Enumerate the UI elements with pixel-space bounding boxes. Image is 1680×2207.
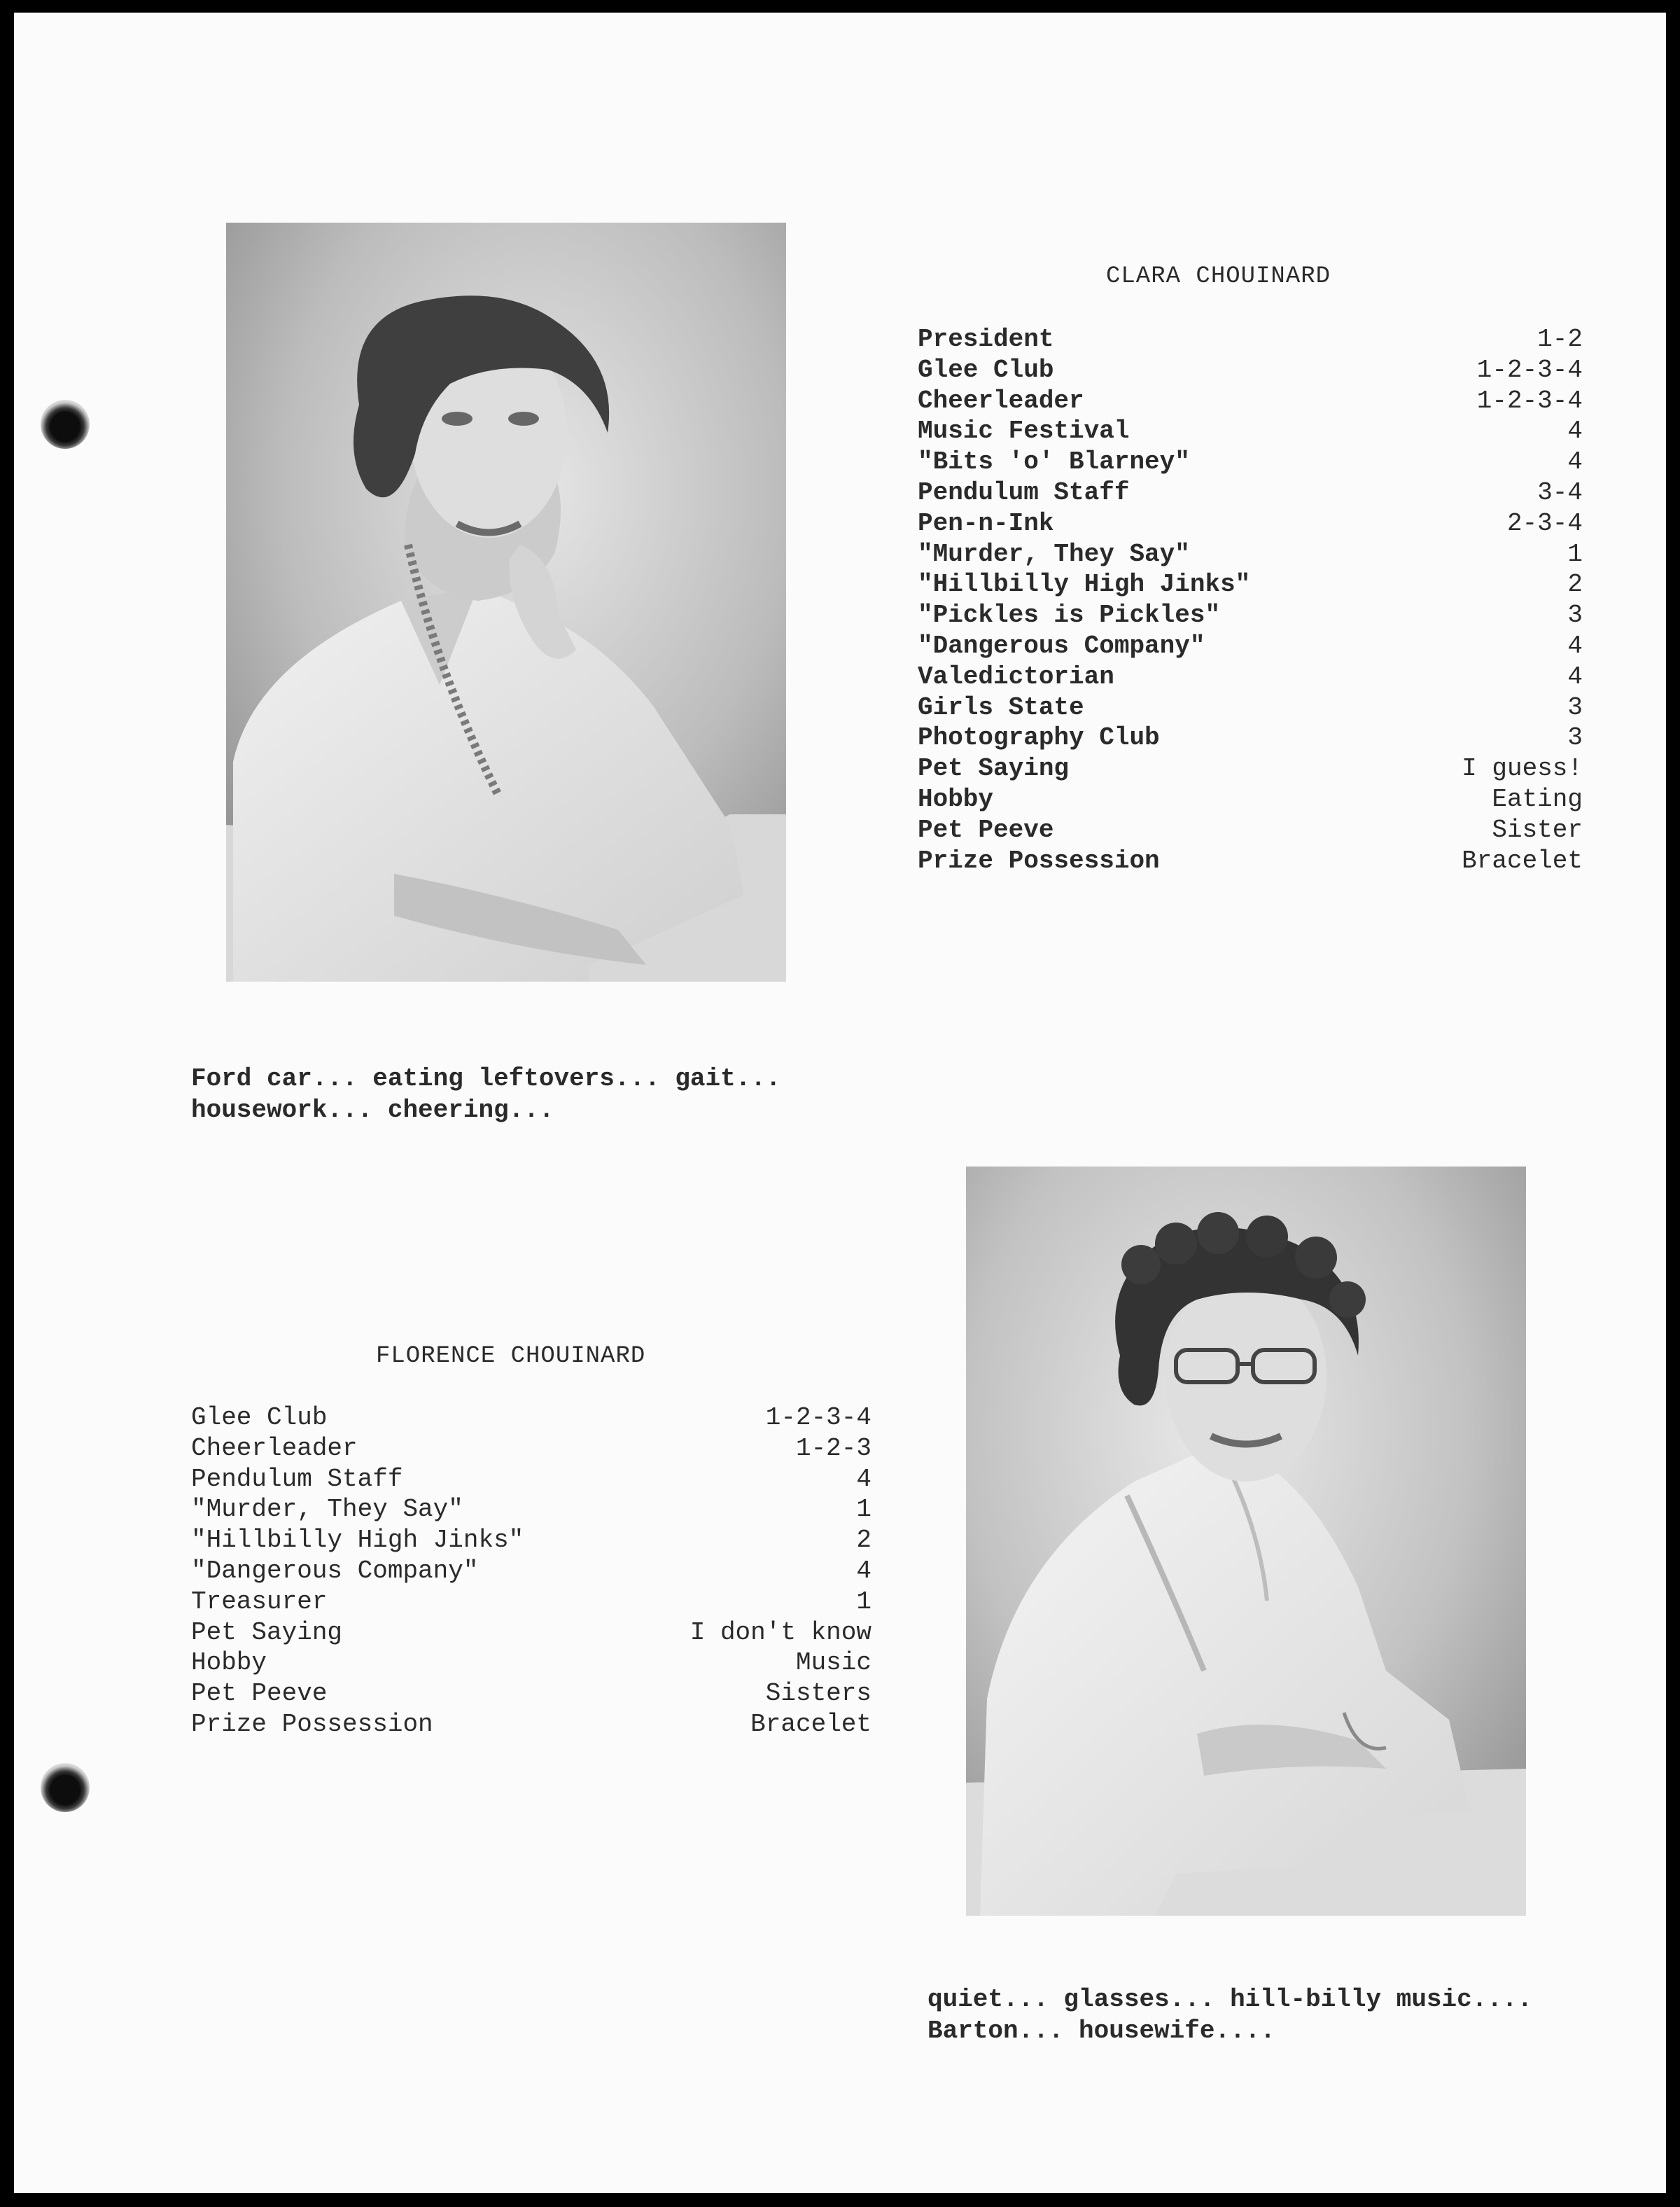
record-value: Eating <box>1492 784 1583 814</box>
record-row <box>918 631 1583 662</box>
record-label: Hobby <box>918 784 994 814</box>
record-row <box>191 1617 872 1648</box>
record-row <box>191 1648 872 1678</box>
record-row <box>918 784 1583 815</box>
record-value: 3 <box>1567 723 1583 753</box>
record-label: "Bits 'o' Blarney" <box>918 447 1190 477</box>
florence-portrait-photo <box>966 1167 1526 1916</box>
portrait-image <box>226 223 786 982</box>
record-value: 3 <box>1567 692 1583 722</box>
florence-name-heading: FLORENCE CHOUINARD <box>376 1343 646 1370</box>
record-label: Treasurer <box>191 1587 328 1616</box>
record-label: Prize Possession <box>191 1709 433 1739</box>
record-label: Pet Peeve <box>191 1679 328 1708</box>
record-label: President <box>918 325 1054 354</box>
record-label: "Dangerous Company" <box>918 631 1205 660</box>
caption-line: Ford car... eating leftovers... gait... <box>191 1064 781 1093</box>
record-value: 2-3-4 <box>1506 508 1583 538</box>
record-row <box>191 1433 872 1464</box>
record-value: 4 <box>856 1464 872 1494</box>
record-label: Pendulum Staff <box>191 1464 403 1494</box>
record-label: "Dangerous Company" <box>191 1556 479 1585</box>
record-value: 4 <box>856 1556 872 1585</box>
record-label: Music Festival <box>918 417 1130 446</box>
record-label: Pet Saying <box>191 1617 343 1647</box>
record-value: Music <box>795 1648 872 1678</box>
caption-line: Barton... housewife.... <box>927 2017 1275 2045</box>
record-row <box>918 815 1583 846</box>
record-value: 4 <box>1567 447 1583 477</box>
record-row <box>918 416 1583 447</box>
record-value: Bracelet <box>750 1709 872 1739</box>
record-value: 1 <box>856 1495 872 1524</box>
record-value: I guess! <box>1462 754 1583 784</box>
record-label: Glee Club <box>918 355 1054 384</box>
record-label: Girls State <box>918 692 1084 722</box>
record-label: "Hillbilly High Jinks" <box>918 570 1251 599</box>
record-row <box>918 753 1583 784</box>
record-value: 2 <box>1567 570 1583 599</box>
record-row <box>918 447 1583 478</box>
record-value: 1 <box>1567 539 1583 569</box>
record-row <box>191 1494 872 1525</box>
clara-activity-list <box>918 324 1583 876</box>
record-row <box>918 569 1583 600</box>
record-label: "Murder, They Say" <box>191 1495 463 1524</box>
record-label: "Hillbilly High Jinks" <box>191 1526 524 1555</box>
record-value: 1-2-3-4 <box>1476 355 1583 384</box>
record-label: "Pickles is Pickles" <box>918 601 1221 630</box>
record-value: 1-2-3-4 <box>1476 386 1583 415</box>
caption-line: quiet... glasses... hill-billy music.... <box>927 1985 1533 2014</box>
record-label: Cheerleader <box>191 1433 358 1463</box>
record-row <box>191 1556 872 1587</box>
clara-caption <box>191 1063 781 1126</box>
record-label: Valedictorian <box>918 662 1114 691</box>
record-label: Pet Peeve <box>918 815 1054 844</box>
record-value: Bracelet <box>1462 846 1583 875</box>
record-row <box>918 508 1583 539</box>
binder-hole-bottom <box>41 1763 90 1812</box>
record-value: 4 <box>1567 662 1583 691</box>
record-row <box>918 478 1583 508</box>
record-row <box>191 1464 872 1495</box>
binder-hole-top <box>41 400 90 449</box>
record-row <box>191 1709 872 1740</box>
yearbook-page <box>14 13 1666 2193</box>
record-label: Pet Saying <box>918 754 1070 784</box>
florence-caption <box>927 1984 1532 2047</box>
record-row <box>918 723 1583 753</box>
florence-activity-list <box>191 1402 872 1740</box>
record-label: Prize Possession <box>918 846 1160 875</box>
record-value: 4 <box>1567 417 1583 446</box>
caption-line: housework... cheering... <box>191 1096 554 1125</box>
record-row <box>191 1587 872 1617</box>
record-row <box>918 324 1583 355</box>
record-value: Sister <box>1492 815 1583 844</box>
record-value: 1-2-3 <box>795 1433 872 1463</box>
record-row <box>191 1402 872 1433</box>
record-label: Glee Club <box>191 1403 328 1432</box>
record-row <box>918 692 1583 723</box>
record-label: Photography Club <box>918 723 1160 753</box>
record-value: 2 <box>856 1526 872 1555</box>
record-row <box>918 355 1583 386</box>
record-value: 3 <box>1567 601 1583 630</box>
record-value: 1-2-3-4 <box>765 1403 872 1432</box>
record-row <box>918 662 1583 692</box>
portrait-image <box>966 1167 1526 1916</box>
record-row <box>918 846 1583 877</box>
record-value: 1-2 <box>1537 325 1583 354</box>
record-row <box>191 1678 872 1709</box>
record-label: Cheerleader <box>918 386 1084 415</box>
record-label: Pendulum Staff <box>918 478 1130 507</box>
record-row <box>918 386 1583 417</box>
record-label: Pen-n-Ink <box>918 508 1054 538</box>
record-row <box>918 600 1583 631</box>
clara-name-heading: CLARA CHOUINARD <box>1106 263 1331 290</box>
record-value: 4 <box>1567 631 1583 660</box>
record-value: 1 <box>856 1587 872 1616</box>
record-value: 3-4 <box>1537 478 1583 507</box>
record-row <box>918 539 1583 570</box>
record-label: "Murder, They Say" <box>918 539 1190 569</box>
record-row <box>191 1525 872 1556</box>
record-label: Hobby <box>191 1648 267 1678</box>
record-value: I don't know <box>690 1617 872 1647</box>
record-value: Sisters <box>765 1679 872 1708</box>
clara-portrait-photo <box>226 223 786 982</box>
